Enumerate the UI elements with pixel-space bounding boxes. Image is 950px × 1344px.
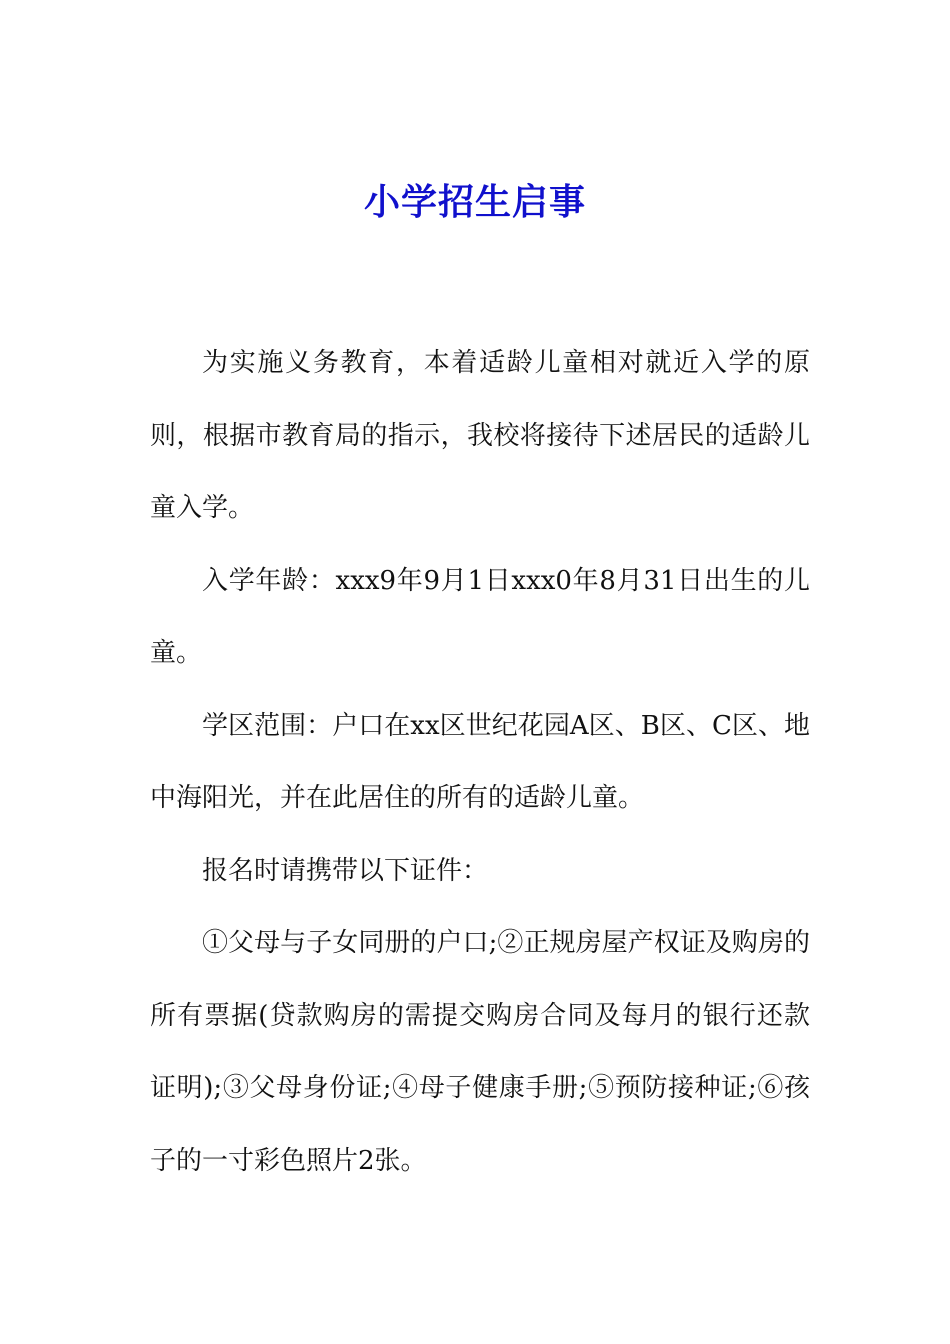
paragraph-admission-age: 入学年龄：xxx9年9月1日xxx0年8月31日出生的儿童。: [150, 565, 810, 668]
paragraph-documents-list: ①父母与子女同册的户口;②正规房屋产权证及购房的所有票据(贷款购房的需提交购房合同及每月的银行还款证明);③父母身份证;④母子健康手册;⑤预防接种证;⑥孩子的一寸彩色照片2张。: [150, 928, 810, 1176]
paragraph-intro: 为实施义务教育，本着适龄儿童相对就近入学的原则，根据市教育局的指示，我校将接待下述居民的适龄儿童入学。: [150, 348, 810, 523]
paragraph-school-district: 学区范围：户口在xx区世纪花园A区、B区、C区、地中海阳光，并在此居住的所有的适龄儿童。: [150, 710, 810, 813]
paragraph-documents-heading: 报名时请携带以下证件：: [202, 855, 489, 886]
page-title: 小学招生启事: [363, 181, 586, 223]
document-body: [150, 327, 810, 1197]
